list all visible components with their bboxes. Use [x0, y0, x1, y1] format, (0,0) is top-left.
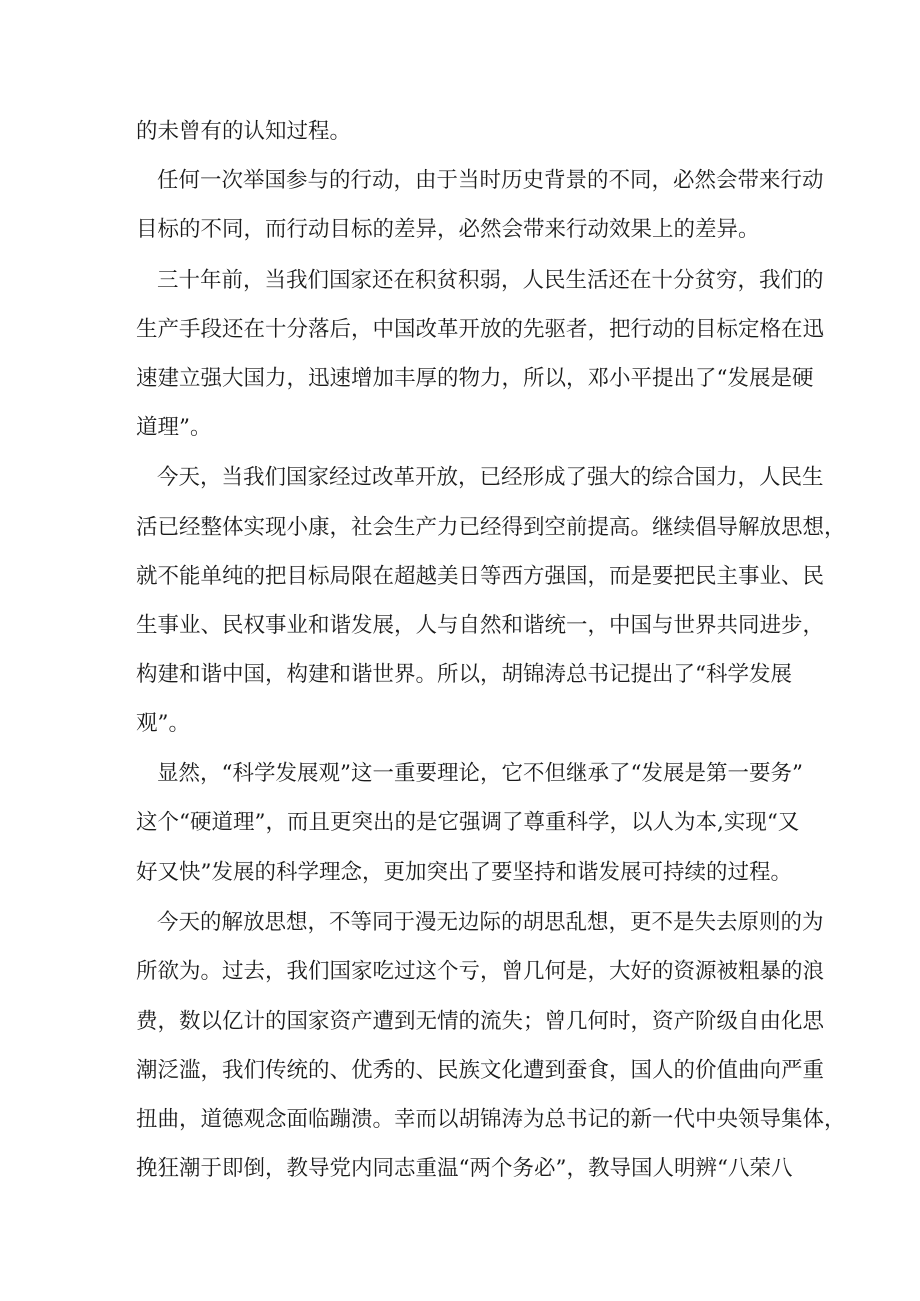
paragraph-first-line: 三十年前，当我们国家还在积贫积弱，人民生活还在十分贫穷，我们的	[157, 268, 824, 293]
text-line: 速建立强大国力，迅速增加丰厚的物力，所以，邓小平提出了“发展是硬	[136, 366, 814, 391]
text-line: 生产手段还在十分落后，中国改革开放的先驱者，把行动的目标定格在迅	[136, 317, 825, 342]
text-line: 的未曾有的认知过程。	[136, 119, 352, 144]
text-line: 所欲为。过去，我们国家吃过这个亏，曾几何是，大好的资源被粗暴的浪	[136, 959, 825, 984]
paragraph-first-line: 今天，当我们国家经过改革开放，已经形成了强大的综合国力，人民生	[157, 465, 824, 490]
text-line: 观”。	[136, 711, 190, 736]
text-line: 构建和谐中国，构建和谐世界。所以，胡锦涛总书记提出了“科学发展	[136, 662, 792, 687]
text-line: 道理”。	[136, 415, 212, 440]
text-line: 潮泛滥，我们传统的、优秀的、民族文化遭到蚕食，国人的价值曲向严重	[136, 1058, 825, 1083]
text-line: 目标的不同，而行动目标的差异，必然会带来行动效果上的差异。	[136, 217, 760, 242]
text-line: 挽狂潮于即倒，教导党内同志重温“两个务必”，教导国人明辨“八荣八	[136, 1156, 793, 1181]
text-line: 这个“硬道理”，而且更突出的是它强调了尊重科学，以人为本,实现“又	[136, 810, 800, 835]
text-line: 活已经整体实现小康，社会生产力已经得到空前提高。继续倡导解放思想，	[136, 515, 846, 540]
paragraph-first-line: 任何一次举国参与的行动，由于当时历史背景的不同，必然会带来行动	[157, 168, 824, 193]
text-line: 就不能单纯的把目标局限在超越美日等西方强国，而是要把民主事业、民	[136, 564, 825, 589]
text-line: 费，数以亿计的国家资产遭到无情的流失；曾几何时，资产阶级自由化思	[136, 1009, 825, 1034]
text-line: 扭曲，道德观念面临蹦溃。幸而以胡锦涛为总书记的新一代中央领导集体，	[136, 1107, 846, 1132]
text-line: 好又快”发展的科学理念，更加突出了要坚持和谐发展可持续的过程。	[136, 860, 792, 885]
text-line: 生事业、民权事业和谐发展，人与自然和谐统一，中国与世界共同进步，	[136, 613, 825, 638]
paragraph-first-line: 今天的解放思想，不等同于漫无边际的胡思乱想，更不是失去原则的为	[157, 910, 824, 935]
paragraph-first-line: 显然，“科学发展观”这一重要理论，它不但继承了“发展是第一要务”	[157, 761, 803, 786]
